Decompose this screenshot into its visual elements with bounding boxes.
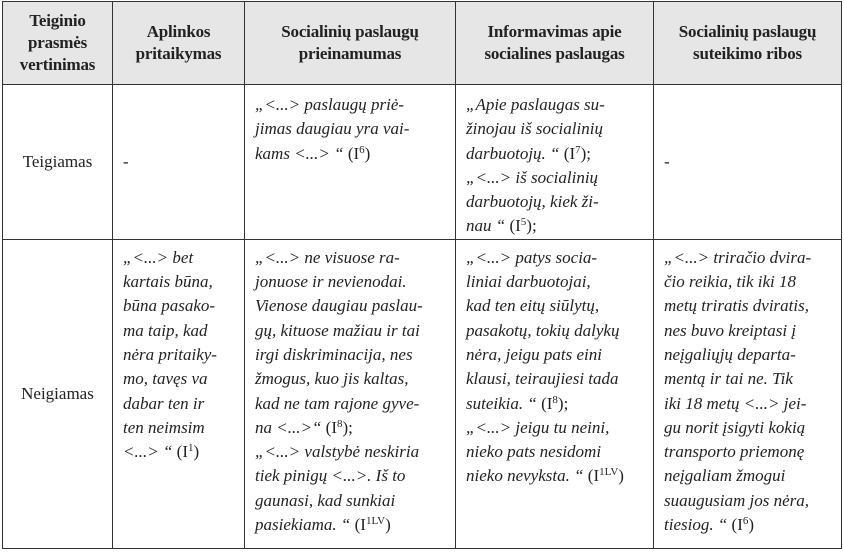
quote-fragment: pasiekiama. “ bbox=[255, 515, 355, 535]
row-label: Teigiamas bbox=[3, 85, 113, 240]
quote-line bbox=[664, 464, 831, 488]
quote-line bbox=[466, 246, 643, 270]
quote-fragment: nėra, jeigu pats eini bbox=[466, 344, 602, 364]
row-label: Neigiamas bbox=[3, 239, 113, 548]
quote-fragment: dabar ten ir bbox=[123, 393, 205, 413]
quote-line bbox=[255, 440, 445, 464]
quote-fragment: kad ten eitų siūlytų, bbox=[466, 296, 600, 316]
quote-fragment: būna pasako- bbox=[123, 296, 216, 316]
quote-fragment: jonuose ir nevienodai. bbox=[255, 272, 407, 292]
quote-line bbox=[466, 190, 643, 214]
quote-fragment: „Apie paslaugas su- bbox=[466, 95, 605, 114]
quote-text bbox=[255, 85, 445, 166]
quote-fragment: „<...> valstybė neskiria bbox=[255, 442, 420, 462]
citation-text: (I bbox=[354, 515, 366, 535]
quote-fragment: nau “ bbox=[466, 216, 510, 236]
citation-text: ) bbox=[618, 466, 624, 486]
quote-line bbox=[664, 343, 831, 367]
quote-line bbox=[664, 513, 831, 537]
quote-line bbox=[466, 440, 643, 464]
quote-line bbox=[466, 464, 643, 488]
quote-fragment: gų, kituose mažiau ir tai bbox=[255, 320, 420, 340]
citation-text: (I bbox=[347, 143, 360, 163]
header-accessibility: Socialinių paslaugų prieinamumas bbox=[245, 2, 456, 85]
quote-fragment: iki 18 metų <...> jei- bbox=[664, 393, 807, 413]
quote-fragment: „<...> paslaugų priė- bbox=[255, 95, 405, 114]
quote-line bbox=[255, 93, 445, 117]
citation-text: ) bbox=[385, 515, 391, 535]
quote-line bbox=[123, 416, 234, 440]
quote-fragment: na <...>“ bbox=[255, 417, 326, 437]
quote-fragment: „<...> bet bbox=[123, 247, 194, 267]
interview-id-superscript: 8 bbox=[336, 417, 343, 430]
header-limits: Socialinių paslaugų suteikimo ribos bbox=[654, 2, 842, 85]
quote-fragment: darbuotojų. “ bbox=[466, 143, 564, 163]
quote-fragment: ten neimsim bbox=[123, 417, 205, 437]
interview-id-superscript: 6 bbox=[359, 143, 365, 156]
quote-fragment: suaugusiam jos nėra, bbox=[664, 490, 809, 510]
quote-fragment: žinojau iš socialinių bbox=[466, 119, 603, 139]
cell-environment: - bbox=[113, 85, 245, 240]
quote-line bbox=[255, 117, 445, 141]
quote-fragment: klausi, teiraujiesi tada bbox=[466, 369, 619, 389]
quote-line bbox=[255, 367, 445, 391]
quote-line bbox=[466, 343, 643, 367]
quote-line bbox=[123, 294, 234, 318]
quote-fragment: „<...> patys socia- bbox=[466, 247, 598, 267]
quote-text bbox=[123, 240, 234, 465]
quote-fragment: „<...> iš socialinių bbox=[466, 167, 599, 187]
quote-fragment: mentą ir tai ne. Tik bbox=[664, 369, 793, 389]
citation-text: ) bbox=[748, 515, 755, 535]
citation-text: ); bbox=[580, 143, 591, 163]
quote-line bbox=[466, 319, 643, 343]
quote-line bbox=[123, 343, 234, 367]
quote-text bbox=[664, 240, 831, 538]
quote-line bbox=[123, 367, 234, 391]
quote-line bbox=[664, 319, 831, 343]
interview-id-superscript: 1LV bbox=[599, 466, 619, 479]
quote-line bbox=[255, 319, 445, 343]
quote-line bbox=[123, 319, 234, 343]
interview-id-superscript: 1LV bbox=[365, 515, 386, 528]
quote-line bbox=[255, 464, 445, 488]
citation-text: ); bbox=[557, 393, 569, 413]
quote-line bbox=[466, 416, 643, 440]
quote-fragment: čio reikia, tik iki 18 bbox=[664, 272, 797, 292]
quote-fragment: gaunasi, kad sunkiai bbox=[255, 490, 396, 510]
quote-line bbox=[123, 246, 234, 270]
quote-fragment: nieko pats nesidomi bbox=[466, 442, 602, 462]
quote-line bbox=[466, 142, 643, 166]
quote-line bbox=[255, 489, 445, 513]
header-evaluation: Teiginio prasmės vertinimas bbox=[3, 2, 113, 85]
quote-fragment: žmogus, kuo jis kaltas, bbox=[255, 369, 409, 389]
cell-information bbox=[456, 85, 654, 240]
cell-limits: - bbox=[654, 85, 842, 240]
quote-fragment: gu norit įsigyti kokią bbox=[664, 417, 806, 437]
citation-text: (I bbox=[731, 515, 743, 535]
citation-text: (I bbox=[541, 393, 553, 413]
quote-fragment: <...> “ bbox=[123, 442, 177, 462]
quote-fragment: neįgaliųjų departa- bbox=[664, 344, 796, 364]
quote-fragment: suteikia. “ bbox=[466, 393, 542, 413]
quote-line bbox=[664, 367, 831, 391]
quote-line bbox=[255, 392, 445, 416]
quote-line bbox=[466, 117, 643, 141]
quote-line bbox=[466, 166, 643, 190]
quote-fragment: liniai darbuotojai, bbox=[466, 272, 591, 292]
cell-accessibility bbox=[245, 85, 456, 240]
table-row bbox=[3, 85, 842, 240]
quote-text bbox=[466, 240, 643, 489]
header-environment: Aplinkos pritaikymas bbox=[113, 2, 245, 85]
quote-line bbox=[255, 513, 445, 537]
quote-line bbox=[664, 440, 831, 464]
quote-fragment: metų triratis dviratis, bbox=[664, 296, 809, 316]
citation-text: (I bbox=[325, 417, 337, 437]
quote-fragment: tiesiog. “ bbox=[664, 515, 732, 535]
header-information: Informavimas apie socialines paslaugas bbox=[456, 2, 654, 85]
quote-line bbox=[664, 392, 831, 416]
header-row bbox=[3, 2, 842, 85]
citation-text: (I bbox=[587, 466, 600, 486]
quote-line bbox=[123, 392, 234, 416]
quote-fragment: „<...> jeigu tu neini, bbox=[466, 417, 610, 437]
quote-fragment: kartais būna, bbox=[123, 272, 213, 292]
quote-fragment: darbuotojų, kiek ži- bbox=[466, 192, 599, 212]
quote-fragment: kad ne tam rajone gyve- bbox=[255, 393, 420, 413]
quote-line bbox=[123, 270, 234, 294]
citation-text: ) bbox=[193, 442, 200, 462]
citation-text: (I bbox=[176, 442, 188, 462]
quote-line bbox=[255, 142, 445, 166]
quote-line bbox=[466, 392, 643, 416]
interview-id-superscript: 8 bbox=[552, 393, 558, 406]
quote-fragment: pasakotų, tokių dalykų bbox=[466, 320, 620, 340]
quote-fragment: Vienose daugiau paslau- bbox=[255, 296, 423, 316]
quote-fragment: irgi diskriminacija, nes bbox=[255, 344, 413, 364]
quote-text bbox=[255, 240, 445, 538]
quote-line bbox=[466, 294, 643, 318]
findings-table bbox=[2, 1, 842, 549]
citation-text: (I bbox=[509, 216, 521, 236]
quote-line bbox=[664, 416, 831, 440]
quote-line bbox=[255, 270, 445, 294]
quote-line bbox=[255, 294, 445, 318]
quote-fragment: nes buvo kreiptasi į bbox=[664, 320, 797, 340]
quote-line bbox=[255, 246, 445, 270]
quote-fragment: jimas daugiau yra vai- bbox=[255, 119, 410, 139]
interview-id-superscript: 7 bbox=[575, 143, 581, 156]
citation-text: ); bbox=[526, 216, 537, 236]
quote-fragment: tiek pinigų <...>. Iš to bbox=[255, 466, 406, 486]
quote-fragment: „<...> triračio dvira- bbox=[664, 247, 812, 267]
citation-text: ); bbox=[342, 417, 353, 437]
table-row bbox=[3, 239, 842, 548]
quote-line bbox=[466, 367, 643, 391]
quote-fragment: ma taip, kad bbox=[123, 320, 208, 340]
quote-fragment: neįgaliam žmogui bbox=[664, 466, 786, 486]
quote-line bbox=[466, 270, 643, 294]
cell-environment bbox=[113, 239, 245, 548]
quote-line bbox=[664, 246, 831, 270]
cell-information bbox=[456, 239, 654, 548]
quote-fragment: nieko nevyksta. “ bbox=[466, 466, 588, 486]
quote-line bbox=[466, 93, 643, 117]
quote-line bbox=[123, 440, 234, 464]
citation-text: (I bbox=[563, 143, 576, 163]
interview-id-superscript: 1 bbox=[187, 442, 194, 455]
quote-text bbox=[466, 85, 643, 239]
cell-accessibility bbox=[245, 239, 456, 548]
quote-line bbox=[664, 270, 831, 294]
quote-fragment: kams <...> “ bbox=[255, 143, 348, 163]
quote-line bbox=[664, 294, 831, 318]
interview-id-superscript: 5 bbox=[520, 216, 527, 229]
quote-fragment: mo, tavęs va bbox=[123, 369, 208, 389]
citation-text: ) bbox=[364, 143, 371, 163]
quote-line bbox=[664, 489, 831, 513]
quote-fragment: „<...> ne visuose ra- bbox=[255, 247, 400, 267]
quote-fragment: transporto priemonę bbox=[664, 442, 805, 462]
quote-line bbox=[255, 343, 445, 367]
quote-fragment: nėra pritaiky- bbox=[123, 344, 217, 364]
interview-id-superscript: 6 bbox=[742, 515, 749, 528]
quote-line bbox=[466, 214, 643, 238]
quote-line bbox=[255, 416, 445, 440]
cell-limits bbox=[654, 239, 842, 548]
